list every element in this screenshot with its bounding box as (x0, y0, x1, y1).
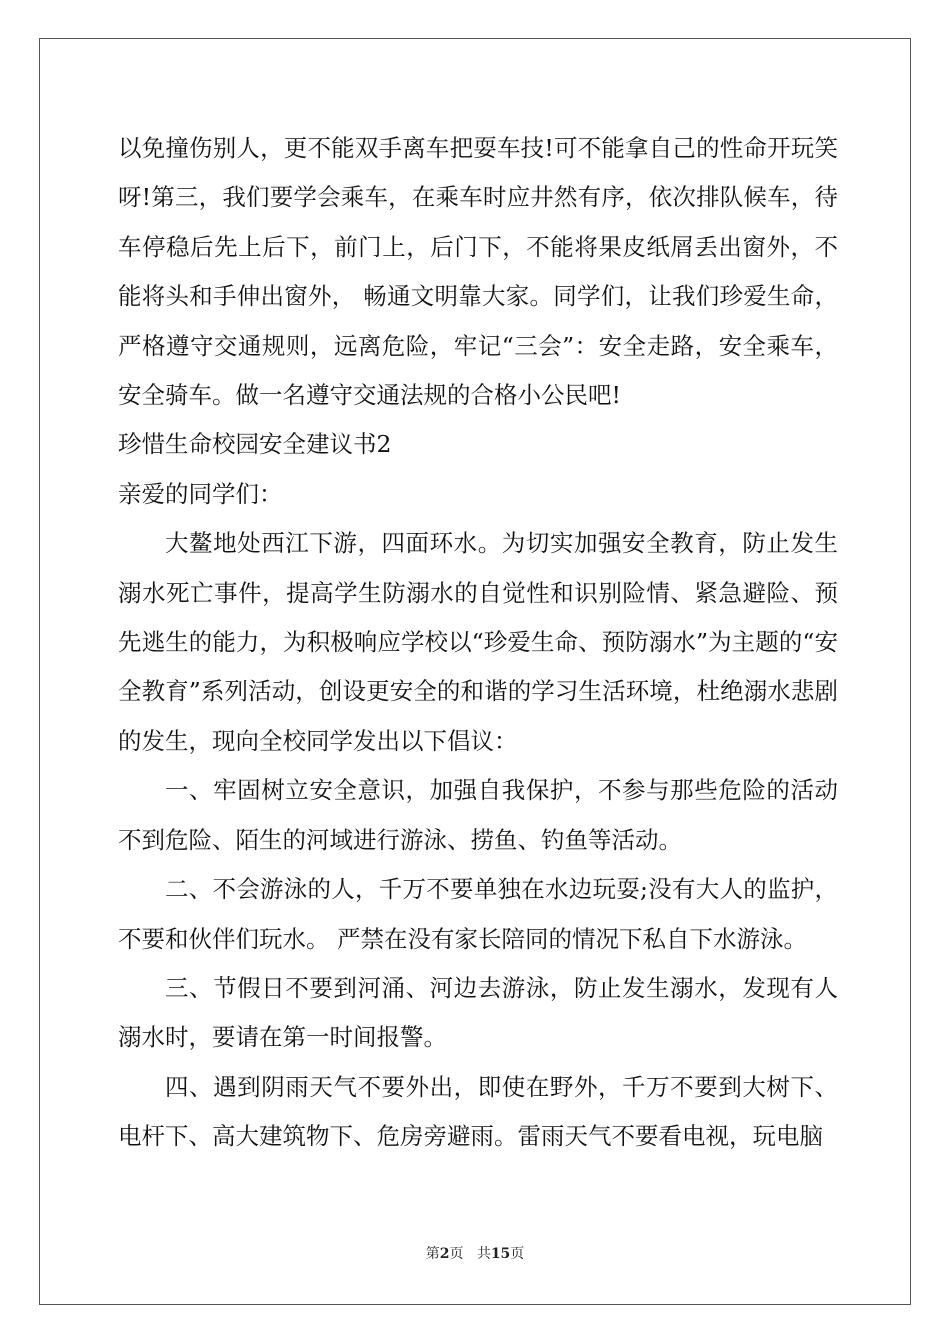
paragraph-item-4: 四、遇到阴雨天气不要外出，即使在野外，千万不要到大树下、电杆下、高大建筑物下、危房旁避雨。雷雨天气不要看电视，玩电脑 (118, 1072, 838, 1151)
page-footer (0, 1243, 950, 1263)
section-title: 珍惜生命校园安全建议书2 (118, 430, 392, 459)
page-suffix: 页 (449, 1246, 464, 1262)
document-body (118, 124, 838, 1162)
paragraph-intro: 大鳌地处西江下游，四面环水。为切实加强安全教育，防止发生溺水死亡事件，提高学生防溺水的自觉性和识别险情、紧急避险、预先逃生的能力，为积极响应学校以“珍爱生命、预防溺水”为主题的“安全教育”系列活动，创设更安全的和谐的学习生活环境，杜绝溺水悲剧的发生，现向全校同学发出以下倡议： (118, 529, 838, 755)
salutation: 亲爱的同学们： (118, 479, 283, 508)
paragraph-item-2: 二、不会游泳的人，千万不要单独在水边玩耍;没有大人的监护，不要和伙伴们玩水。 严禁在没有家长陪同的情况下私自下水游泳。 (118, 875, 838, 953)
paragraph-item-3: 三、节假日不要到河涌、河边去游泳，防止发生溺水，发现有人溺水时，要请在第一时间报警。 (118, 973, 838, 1052)
total-pages: 15 (490, 1246, 511, 1262)
paragraph-traffic-safety: 以免撞伤别人，更不能双手离车把耍车技!可不能拿自己的性命开玩笑呀!第三，我们要学会乘车，在乘车时应井然有序，依次排队候车，待车停稳后先上后下，前门上，后门下，不能将果皮纸屑丢出窗外，不能将头和手伸出窗外， 畅通文明靠大家。同学们，让我们珍爱生命，严格遵守交通规则，远离危险，牢记“三会”：安全走路，安全乘车，安全骑车。做一名遵守交通法规的合格小公民吧! (118, 134, 838, 410)
paragraph-item-1: 一、牢固树立安全意识，加强自我保护，不参与那些危险的活动不到危险、陌生的河域进行游泳、捞鱼、钓鱼等活动。 (118, 776, 838, 854)
page-number: 2 (439, 1246, 450, 1262)
page-prefix: 第 (425, 1246, 440, 1262)
total-suffix: 页 (510, 1246, 525, 1262)
total-prefix: 共 (476, 1246, 491, 1262)
